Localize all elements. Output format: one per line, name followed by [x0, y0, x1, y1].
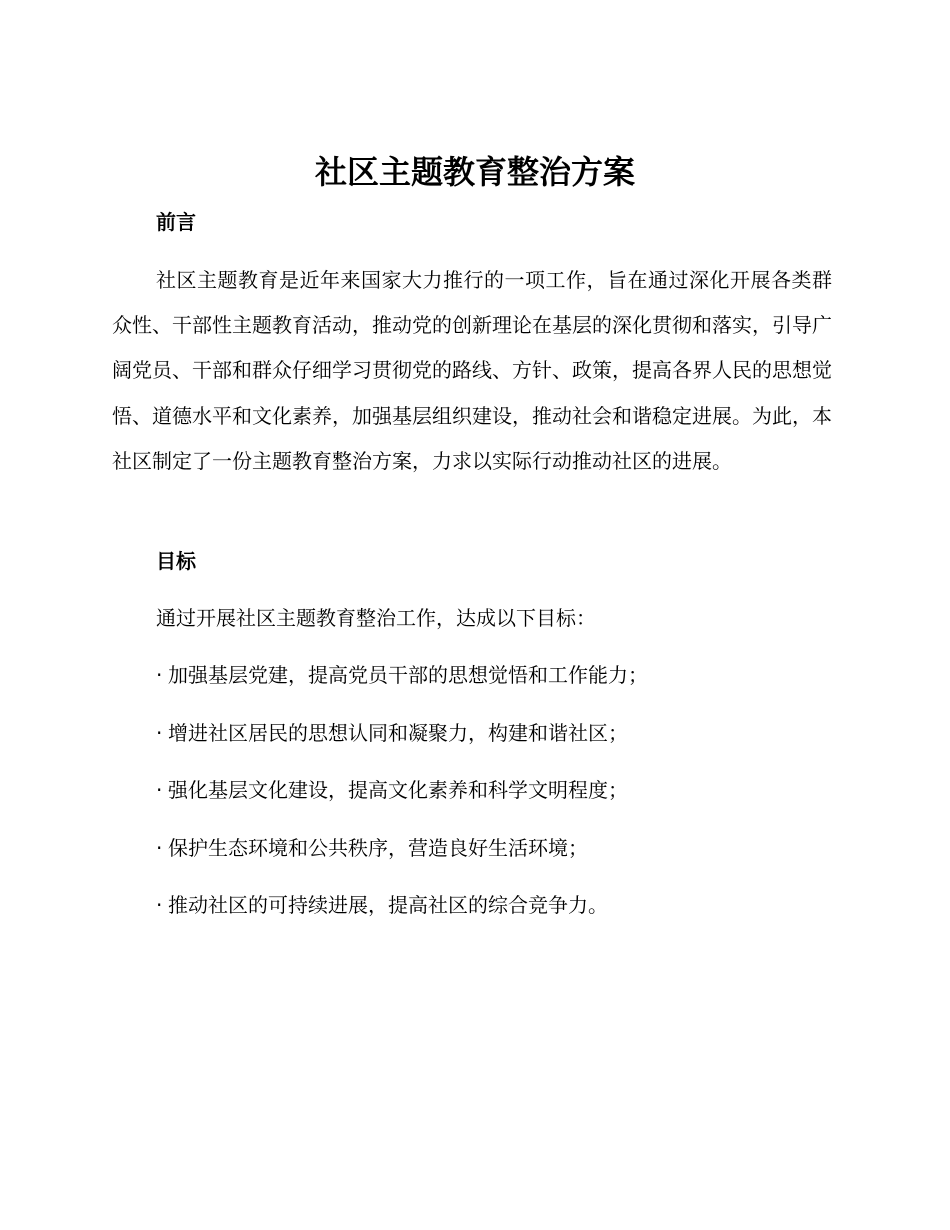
bullet-icon: ·: [156, 778, 163, 802]
goal-text: 推动社区的可持续进展，提高社区的综合竞争力。: [168, 893, 608, 917]
bullet-icon: ·: [156, 893, 163, 917]
goals-intro-text: 通过开展社区主题教育整治工作，达成以下目标：: [156, 606, 596, 630]
goal-list-item: [156, 719, 628, 747]
goal-text: 加强基层党建，提高党员干部的思想觉悟和工作能力；: [168, 663, 648, 687]
bullet-icon: ·: [156, 721, 163, 745]
goal-text: 强化基层文化建设，提高文化素养和科学文明程度；: [168, 778, 628, 802]
document-title: 社区主题教育整治方案: [314, 153, 635, 191]
bullet-icon: ·: [156, 663, 163, 687]
bullet-icon: ·: [156, 836, 163, 860]
goal-text: 保护生态环境和公共秩序，营造良好生活环境；: [168, 836, 588, 860]
goal-list-item: [156, 776, 628, 804]
intro-paragraph: 社区主题教育是近年来国家大力推行的一项工作，旨在通过深化开展各类群众性、干部性主题教育活动，推动党的创新理论在基层的深化贯彻和落实，引导广阔党员、干部和群众仔细学习贯彻党的路线、方针、政策，提高各界人民的思想觉悟、道德水平和文化素养，加强基层组织建设，推动社会和谐稳定进展。为此，本社区制定了一份主题教育整治方案，力求以实际行动推动社区的进展。: [112, 268, 832, 473]
goal-list-item: [156, 891, 608, 919]
goal-text: 增进社区居民的思想认同和凝聚力，构建和谐社区；: [168, 721, 628, 745]
section-heading-goals: 目标: [156, 549, 196, 573]
goal-list-item: [156, 661, 648, 689]
section-heading-intro: 前言: [156, 210, 196, 234]
goal-list-item: [156, 834, 588, 862]
